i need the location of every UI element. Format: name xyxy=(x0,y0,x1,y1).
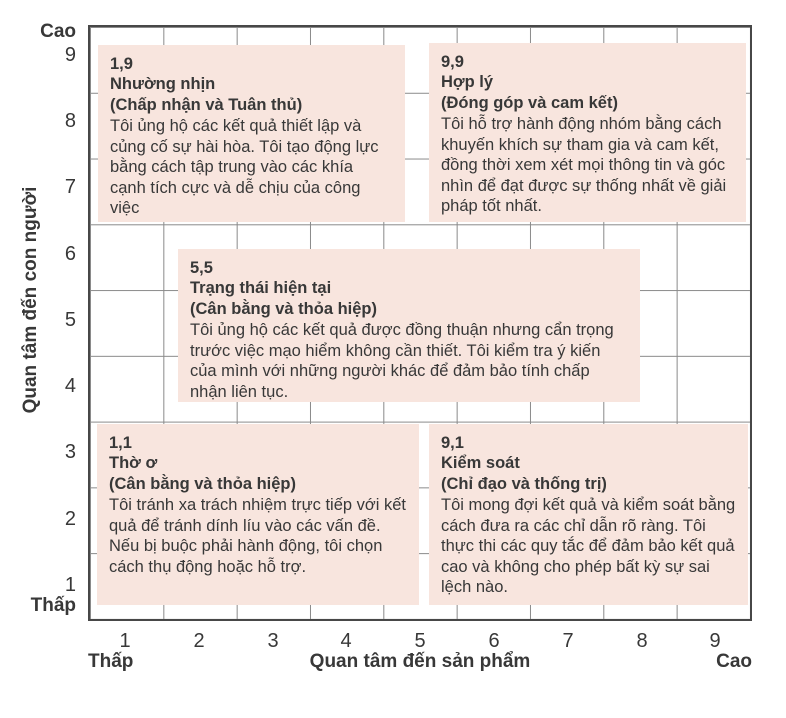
x-axis-tick-8: 8 xyxy=(636,630,648,652)
quadrant-coordinate: 1,9 xyxy=(110,55,133,73)
y-axis-tick-3: 3 xyxy=(64,441,76,463)
quadrant-subtitle: (Đóng góp và cam kết) xyxy=(441,93,618,112)
x-axis-tick-9: 9 xyxy=(709,630,721,652)
y-axis-tick-1: 1 xyxy=(64,574,76,596)
quadrant-description: Tôi mong đợi kết quả và kiểm soát bằng cách đưa ra các chỉ dẫn rõ ràng. Tôi thực thi các quy tắc để đảm bảo kết quả cao và không cho phép bất kỳ sự sai lệch nào. xyxy=(441,496,736,597)
x-axis-tick-6: 6 xyxy=(488,630,500,652)
quadrant-description: Tôi ủng hộ các kết quả được đồng thuận nhưng cẩn trọng trước việc mạo hiểm không cần thiết. Tôi kiểm tra ý kiến của mình với những người khác để đảm bảo tính chấp nhận liên tục. xyxy=(190,321,614,401)
y-axis-tick-4: 4 xyxy=(64,375,76,397)
quadrant-box-9-9 xyxy=(429,43,746,222)
quadrant-coordinate: 9,9 xyxy=(441,53,464,71)
y-axis-tick-7: 7 xyxy=(64,176,76,198)
quadrant-subtitle: (Chỉ đạo và thống trị) xyxy=(441,474,607,493)
quadrant-box-5-5 xyxy=(178,249,640,402)
quadrant-coordinate: 5,5 xyxy=(190,259,213,277)
x-axis-tick-7: 7 xyxy=(562,630,574,652)
quadrant-subtitle: (Cân bằng và thỏa hiệp) xyxy=(109,474,297,493)
y-axis-high-label: Cao xyxy=(40,21,76,42)
x-axis-tick-5: 5 xyxy=(414,630,426,652)
x-axis-tick-1: 1 xyxy=(119,630,131,652)
y-axis-tick-9: 9 xyxy=(64,44,76,66)
x-axis-low-label: Thấp xyxy=(88,651,134,672)
quadrant-title: Kiểm soát xyxy=(441,454,520,473)
x-axis-tick-2: 2 xyxy=(193,630,205,652)
y-axis-tick-8: 8 xyxy=(64,110,76,132)
quadrant-description: Tôi tránh xa trách nhiệm trực tiếp với kết quả để tránh dính líu vào các vấn đề. Nếu bị buộc phải hành động, tôi chọn cách thụ động hoặc hỗ trợ. xyxy=(109,496,406,576)
y-axis-title: Quan tâm đến con người xyxy=(20,186,41,414)
quadrant-coordinate: 9,1 xyxy=(441,434,464,452)
quadrant-title: Trạng thái hiện tại xyxy=(190,279,332,298)
x-axis-tick-3: 3 xyxy=(267,630,279,652)
grid-plot-area xyxy=(88,25,752,621)
y-axis-low-label: Thấp xyxy=(30,595,76,616)
quadrant-title: Hợp lý xyxy=(441,73,494,92)
quadrant-coordinate: 1,1 xyxy=(109,434,132,452)
quadrant-description: Tôi hỗ trợ hành động nhóm bằng cách khuyến khích sự tham gia và cam kết, đồng thời xem xét mọi thông tin và góc nhìn để đạt được sự thống nhất về giải pháp tốt nhất. xyxy=(441,115,727,216)
x-axis-title: Quan tâm đến sản phẩm xyxy=(309,651,531,672)
quadrant-description: Tôi ủng hộ các kết quả thiết lập và củng cố sự hài hòa. Tôi tạo động lực bằng cách tập trung vào các khía cạnh tích cực và dễ chịu của công việc xyxy=(110,117,379,218)
quadrant-box-1-1 xyxy=(97,424,419,605)
quadrant-box-1-9 xyxy=(98,45,405,222)
quadrant-box-9-1 xyxy=(429,424,748,605)
quadrant-title: Nhường nhịn xyxy=(110,75,216,94)
quadrant-subtitle: (Cân bằng và thỏa hiệp) xyxy=(190,299,378,318)
quadrant-subtitle: (Chấp nhận và Tuân thủ) xyxy=(110,95,303,114)
y-axis-tick-6: 6 xyxy=(64,243,76,265)
y-axis-tick-5: 5 xyxy=(64,309,76,331)
y-axis-tick-2: 2 xyxy=(64,508,76,530)
x-axis-high-label: Cao xyxy=(716,651,752,672)
quadrant-title: Thờ ơ xyxy=(109,454,158,473)
x-axis-tick-4: 4 xyxy=(340,630,352,652)
